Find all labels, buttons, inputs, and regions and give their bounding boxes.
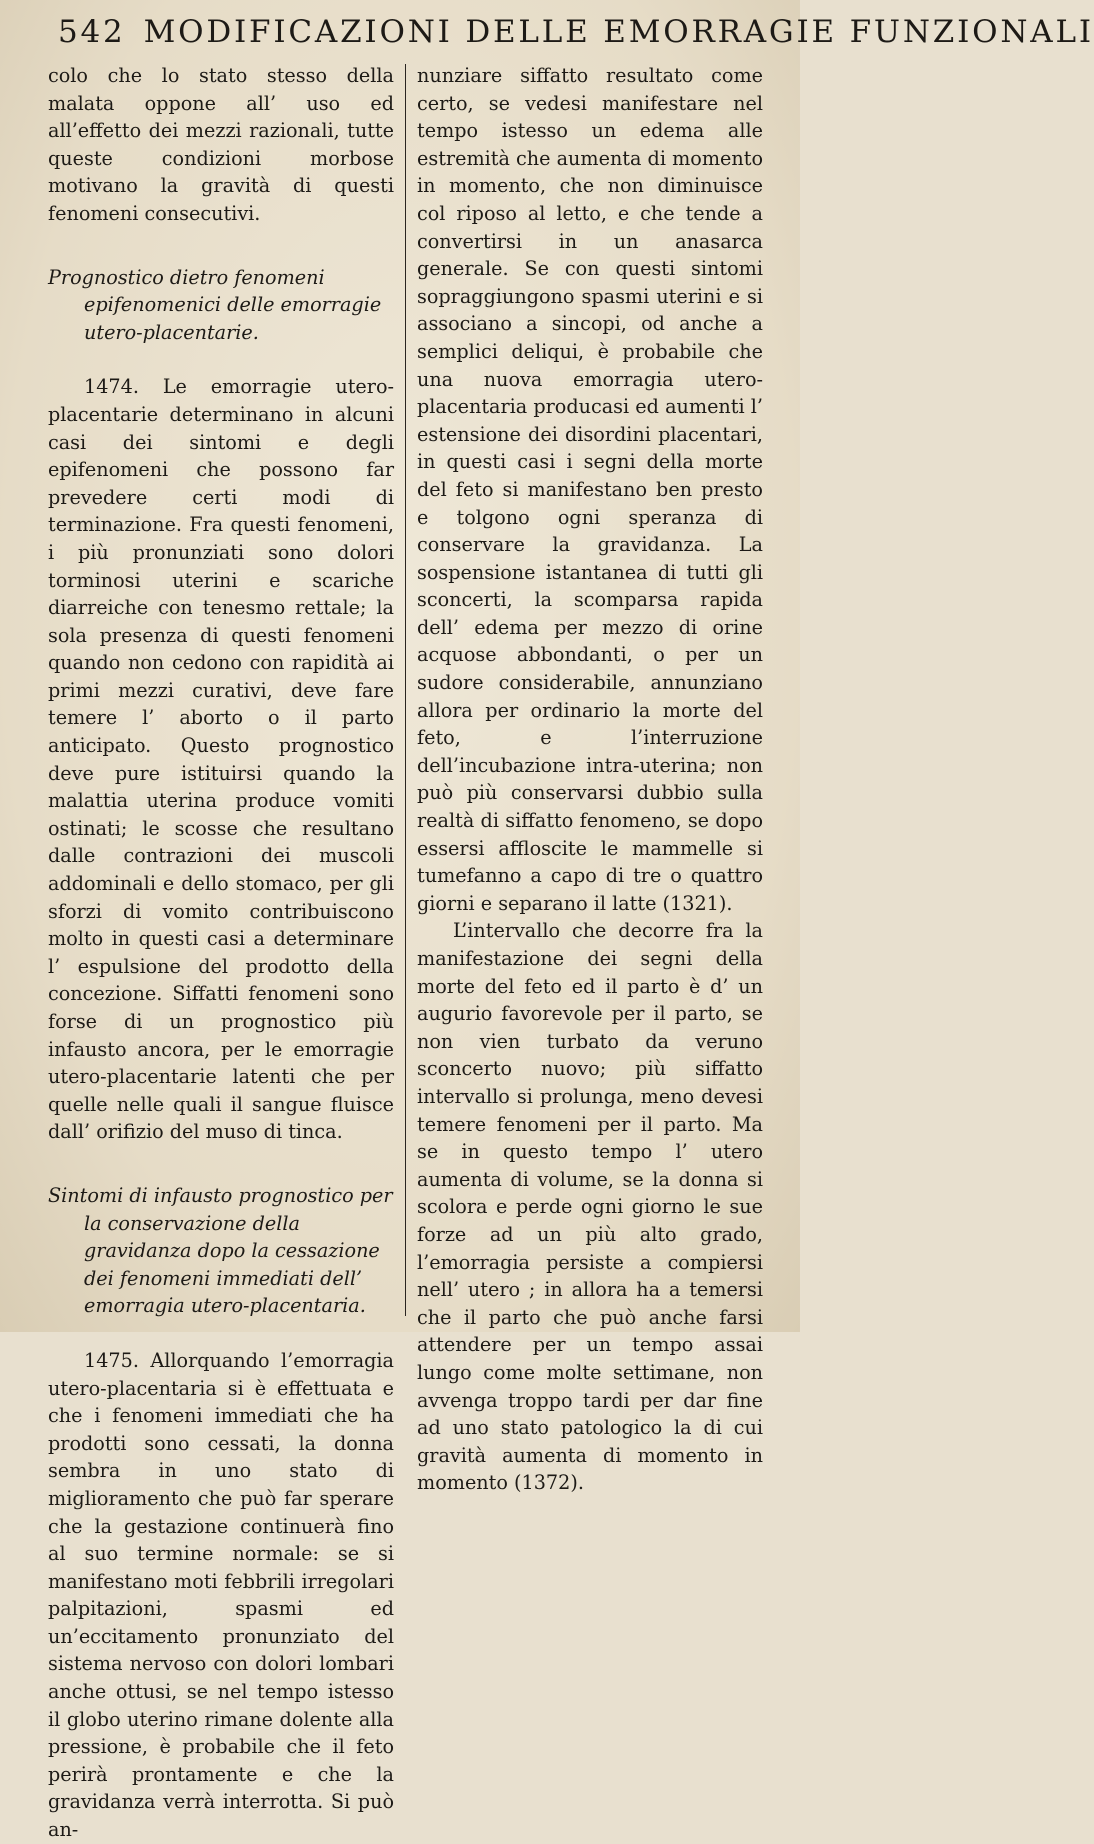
right-paragraph-continuation: nunziare siffatto resultato come certo, se vedesi manifestare nel tempo istesso un edema alle estremità che aumenta di momento in momento, che non diminuisce col riposo al letto, e che tende a convertirsi in un anasarca generale. Se con questi sintomi sopraggiungono spasmi uterini e si associano a sincopi, od anche a semplici deliqui, è probabile che una nuova emorragia utero-placentaria producasi ed aumenti l’ estensione dei disordini placentari, in questi casi i segni della morte del feto si manifestano ben presto e tolgono ogni speranza di conservare la gravidanza. La sospensione istantanea di tutti gli sconcerti, la scomparsa rapida dell’ edema per mezzo di orine acquose abbondanti, o per un sudore considerabile, annunziano allora per ordinario la morte del feto, e l’interruzione dell’incubazione intra-uterina; non può più conservarsi dubbio sulla realtà di siffatto fenomeno, se dopo essersi affloscite le mammelle si tumefanno a capo di tre o quattro giorni e separano il latte (1321). [417,64,763,915]
running-head [58,14,1094,50]
section-heading-prognostico: Prognostico dietro fenomeni epifenomenici delle emorragie utero-placentarie. [48,265,382,344]
left-column [48,62,394,1844]
paragraph-1475: 1475. Allorquando l’emorragia utero-placentaria si è effettuata e che i fenomeni immediati che ha prodotti sono cessati, la donna sembra in uno stato di miglioramento che può far sperare che la gestazione continuerà fino al suo termine normale: se si manifestano moti febbrili irregolari palpitazioni, spasmi ed un’eccitamento pronunziato del sistema nervoso con dolori lombari anche ottusi, se nel tempo istesso il globo uterino rimane dolente alla pressione, è probabile che il feto perirà prontamente e che la gravidanza verrà interrotta. Si può an- [48,1348,394,1842]
page-number: 542 [58,14,126,50]
paragraph-1474: 1474. Le emorragie utero-placentarie determinano in alcuni casi dei sintomi e degli epifenomeni che possono far prevedere certi modi di terminazione. Fra questi fenomeni, i più pronunziati sono dolori torminosi uterini e scariche diarreiche con tenesmo rettale; la sola presenza di questi fenomeni quando non cedono con rapidità ai primi mezzi curativi, deve fare temere l’ aborto o il parto anticipato. Questo prognostico deve pure istituirsi quando la malattia uterina produce vomiti ostinati; le scosse che resultano dalle contrazioni dei muscoli addominali e dello stomaco, per gli sforzi di vomito contribuiscono molto in questi casi a determinare l’ espulsione del prodotto della concezione. Siffatti fenomeni sono forse di un prognostico più infausto ancora, per le emorragie utero-placentarie latenti che per quelle nelle quali il sangue fluisce dall’ orifizio del muso di tinca. [48,375,394,1144]
right-column [417,62,763,1497]
running-title: MODIFICAZIONI DELLE EMORRAGIE FUNZIONALI [143,14,1094,50]
right-paragraph-intervallo: L’intervallo che decorre fra la manifestazione dei segni della morte del feto ed il parto è d’ un augurio favorevole per il parto, se non vien turbato da veruno sconcerto nuovo; più siffatto intervallo si prolunga, meno devesi temere fenomeni per il parto. Ma se in questo tempo l’ utero aumenta di volume, se la donna si scolora e perde ogni giorno le sue forze ad un più alto grado, l’emorragia persiste a compiersi nell’ utero ; in allora ha a temersi che il parto che può anche farsi attendere per un tempo assai lungo come molte settimane, non avvenga troppo tardi per dar fine ad uno stato patologico la di cui gravità aumenta di momento in momento (1372). [417,919,763,1495]
section-heading-sintomi: Sintomi di infausto prognostico per la conservazione della gravidanza dopo la cessazione dei fenomeni immediati dell’ emorragia utero-placentaria. [48,1183,393,1318]
column-divider [405,64,406,1316]
left-paragraph-continuation: colo che lo stato stesso della malata oppone all’ uso ed all’effetto dei mezzi razionali, tutte queste condizioni morbose motivano la gravità di questi fenomeni consecutivi. [48,64,394,225]
